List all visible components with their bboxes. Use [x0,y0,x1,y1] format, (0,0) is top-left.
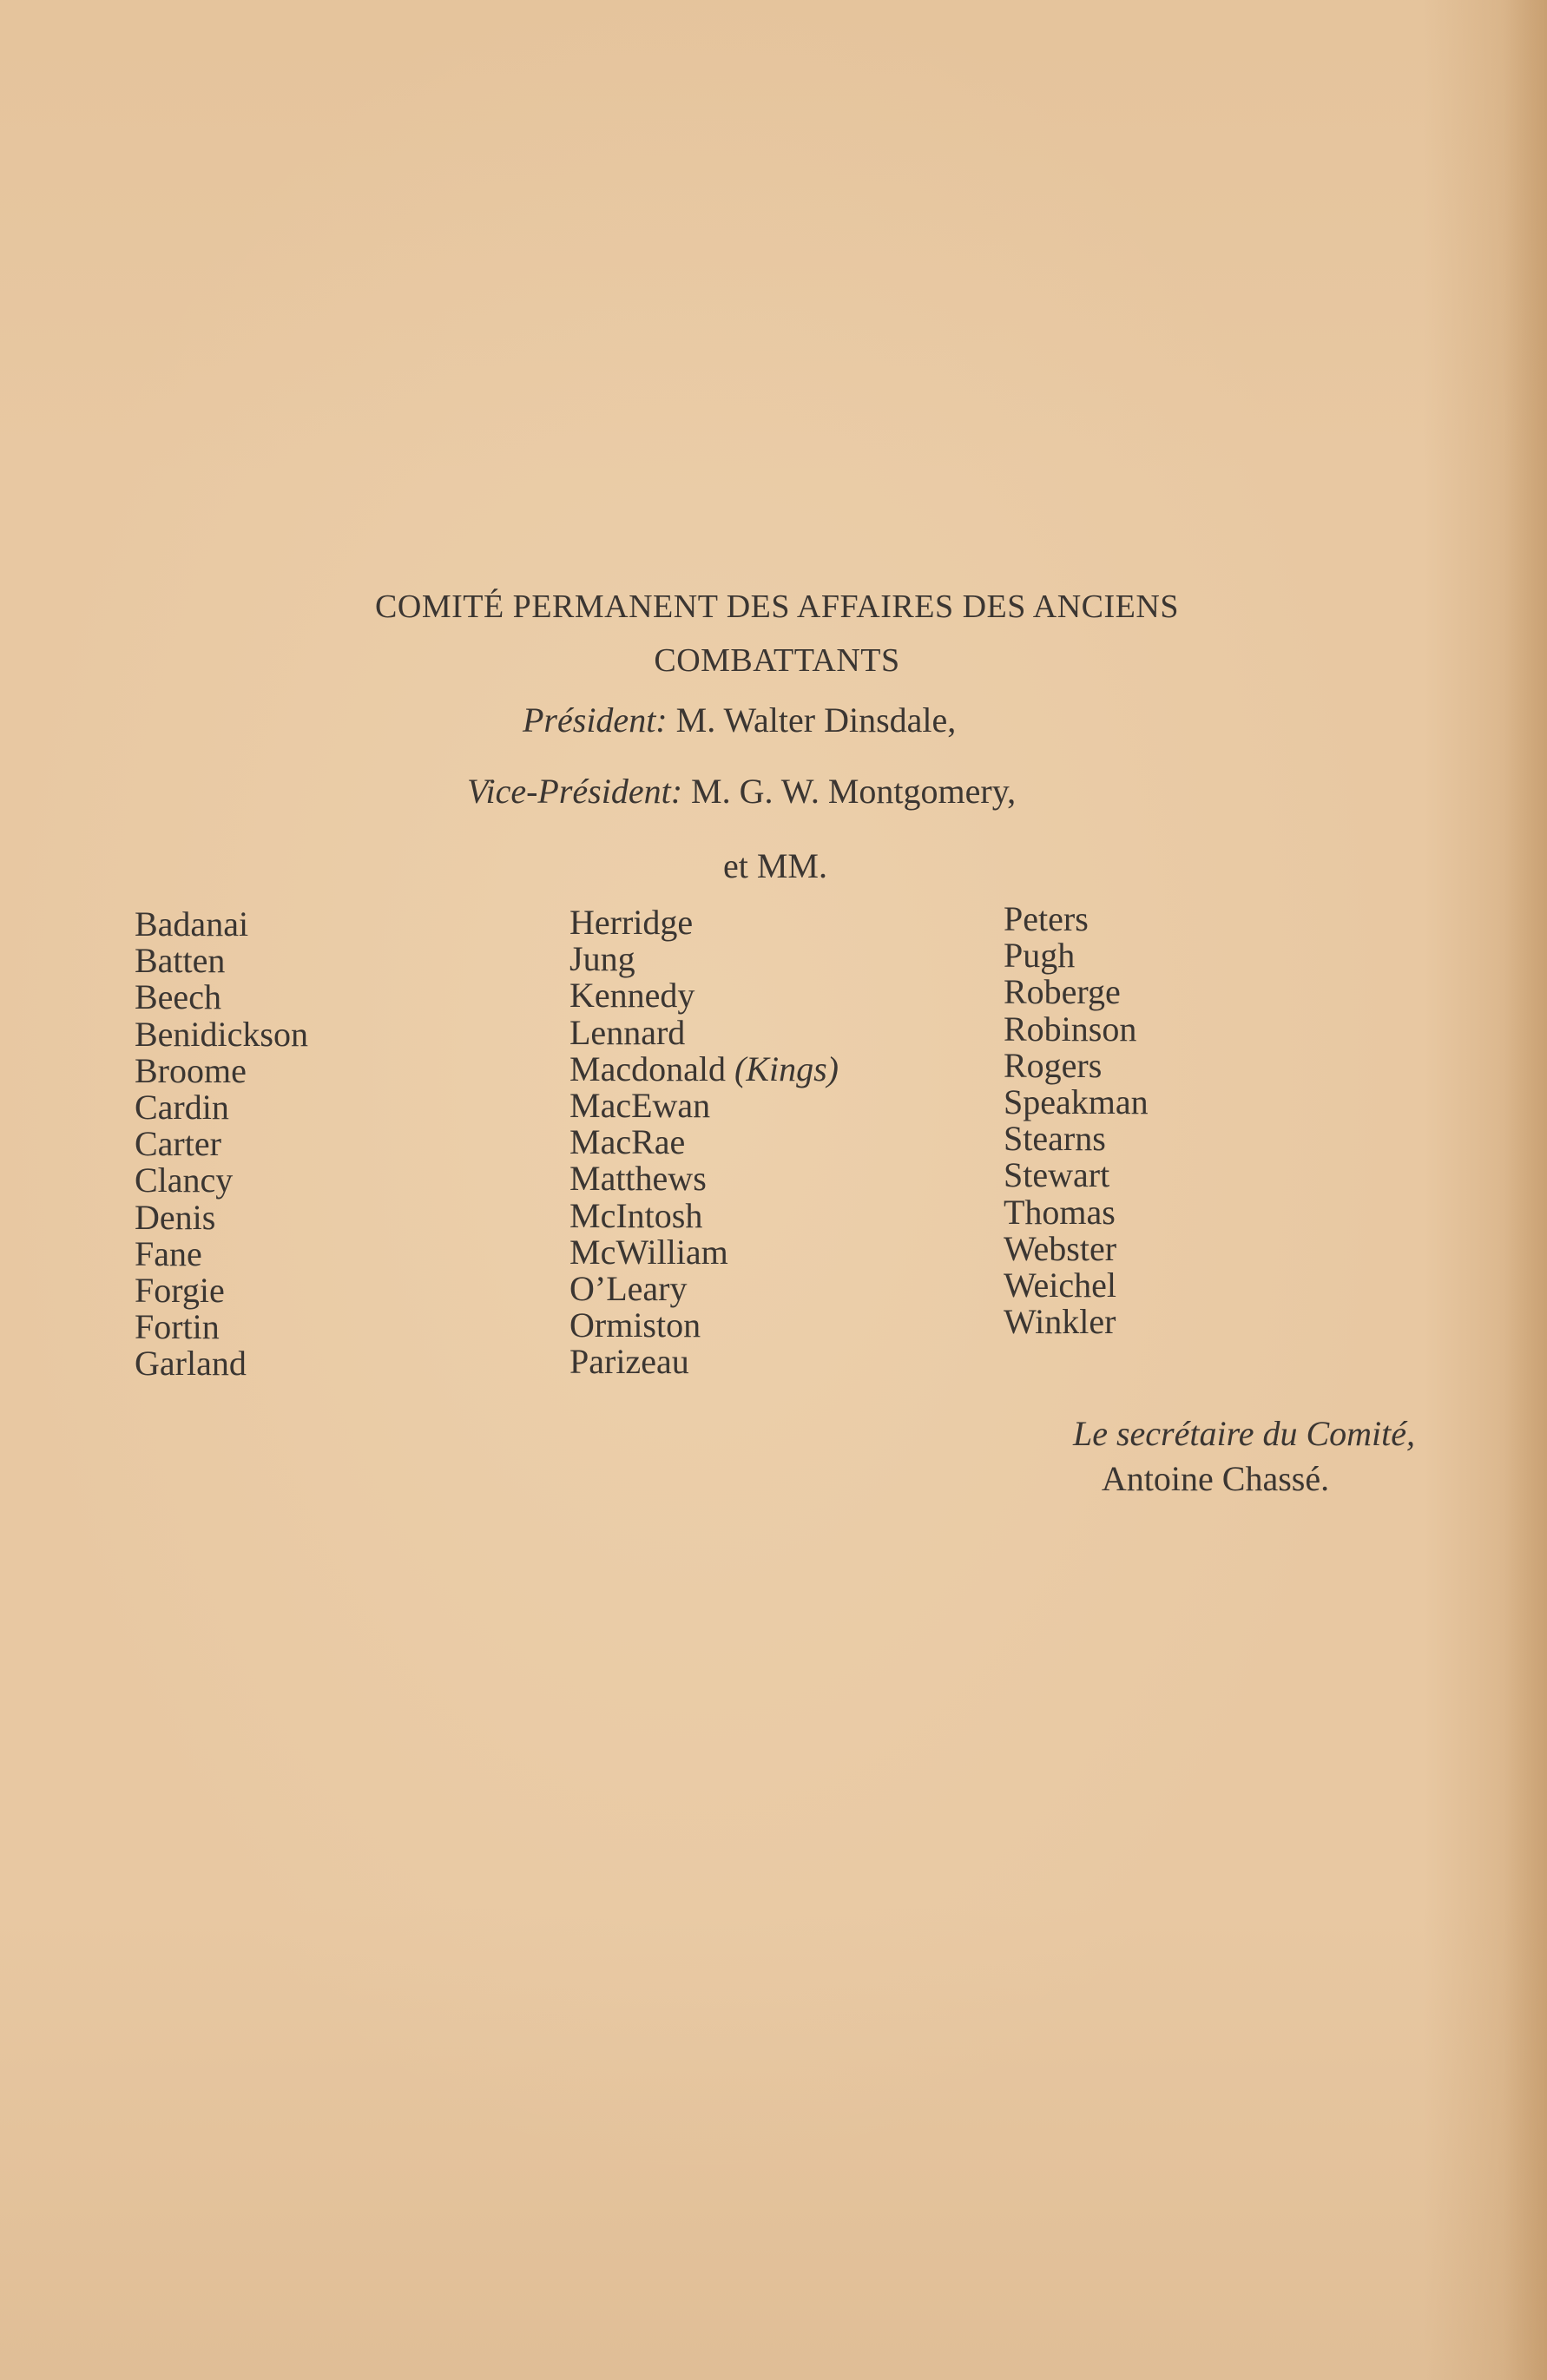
member-name: Herridge [569,903,694,942]
committee-heading-line-1: COMITÉ PERMANENT DES AFFAIRES DES ANCIENS [375,588,1179,625]
members-column-1 [135,906,308,1383]
member-name: Roberge [1004,972,1121,1012]
member-name: O’Leary [569,1269,688,1309]
member-name: Badanai [135,904,249,943]
member-name: Garland [135,1344,247,1384]
member-name: Broome [135,1050,247,1090]
president-line [523,700,956,740]
member-name: MacEwan [569,1086,711,1126]
page-edge-shadow [1504,0,1547,2380]
member-name: Parizeau [569,1342,689,1382]
member-name: Benidickson [135,1014,308,1054]
secretary-signature [981,1411,1415,1502]
member-name: Fane [135,1233,202,1273]
member-name: Stewart [1004,1155,1110,1195]
member-name: Winkler [1004,1302,1116,1342]
member-name: Batten [135,941,226,981]
member-name: Cardin [135,1088,229,1128]
member-name: Weichel [1004,1266,1117,1305]
vice-president-role: Vice-Président: [467,772,683,811]
member-name: Webster [1004,1228,1117,1268]
member-name: Ormiston [569,1305,701,1345]
member-name: Thomas [1004,1192,1116,1232]
member-name: Pugh [1004,936,1076,976]
member-name: Macdonald [569,1049,726,1088]
member-name: Rogers [1004,1045,1103,1085]
member-name: McIntosh [569,1195,703,1235]
member-name: Forgie [135,1271,225,1311]
member-name: Lennard [569,1012,686,1052]
member-name: Peters [1004,899,1089,938]
member-name: Fortin [135,1307,220,1347]
members-column-3 [1004,901,1149,1340]
member-name: Kennedy [569,976,695,1016]
members-column-2 [569,904,839,1381]
member-name: Robinson [1004,1009,1137,1049]
members-intro: et MM. [723,846,827,885]
member-name: MacRae [569,1122,686,1162]
member-name: Speakman [1004,1082,1149,1122]
vice-president-line [467,771,1016,812]
member-name: Jung [569,939,635,979]
member-name: Matthews [569,1159,707,1199]
committee-heading [295,580,1259,687]
vice-president-name: M. G. W. Montgomery, [682,772,1017,811]
member-name: Stearns [1004,1119,1106,1159]
member-name: Denis [135,1197,216,1237]
committee-heading-line-2: COMBATTANTS [654,642,900,679]
member-name: Carter [135,1124,221,1164]
member-name: McWilliam [569,1232,728,1272]
member-name-with-riding [569,1051,839,1088]
secretary-name: Antoine Chassé. [1101,1459,1330,1498]
president-role: Président: [523,700,668,740]
member-riding: (Kings) [734,1049,839,1088]
president-name: M. Walter Dinsdale, [667,700,957,740]
member-name: Clancy [135,1160,234,1200]
member-name: Beech [135,977,221,1017]
secretary-title: Le secrétaire du Comité, [1072,1414,1415,1453]
